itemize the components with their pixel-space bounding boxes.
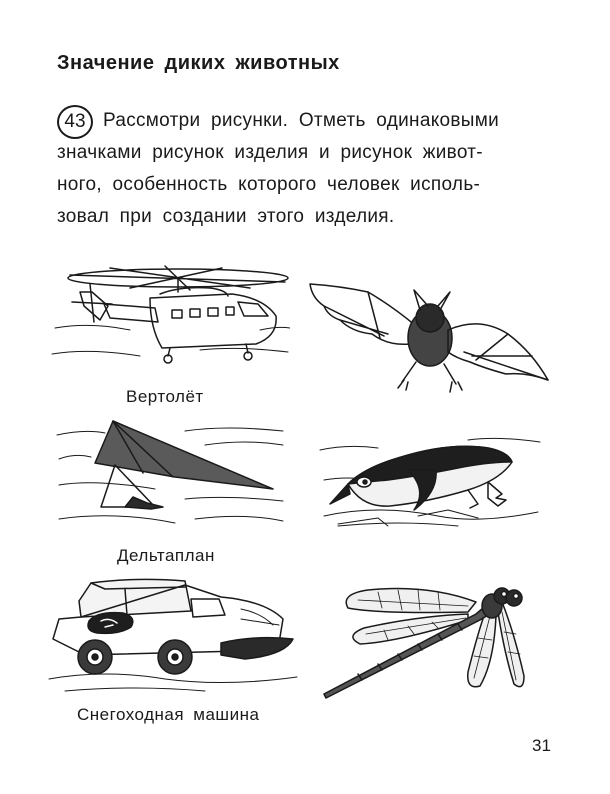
task-line-3: ного, особенность которого человек исполь- [57, 174, 481, 195]
helicopter-caption: Вертолёт [126, 387, 204, 406]
dragonfly-drawing[interactable] [318, 572, 528, 702]
hang-glider-caption: Дельтаплан [117, 546, 215, 565]
snowmobile-caption: Снегоходная машина [77, 705, 260, 724]
task-block [57, 105, 557, 233]
task-number-badge [57, 105, 93, 139]
task-line-4: зовал при создании этого изделия. [57, 206, 395, 227]
helicopter-drawing[interactable] [50, 258, 290, 370]
task-line-2: значками рисунок изделия и рисунок живот- [57, 142, 483, 163]
task-instruction [57, 105, 557, 233]
penguin-drawing[interactable] [318, 420, 543, 530]
hang-glider-drawing[interactable] [55, 415, 285, 535]
task-number: 43 [64, 111, 86, 132]
task-line-1: Рассмотри рисунки. Отметь одинаковыми [103, 110, 500, 131]
snowmobile-drawing[interactable] [45, 575, 300, 697]
page-title: Значение диких животных [57, 52, 340, 74]
bat-drawing[interactable] [300, 272, 556, 400]
page-number: 31 [532, 736, 551, 755]
